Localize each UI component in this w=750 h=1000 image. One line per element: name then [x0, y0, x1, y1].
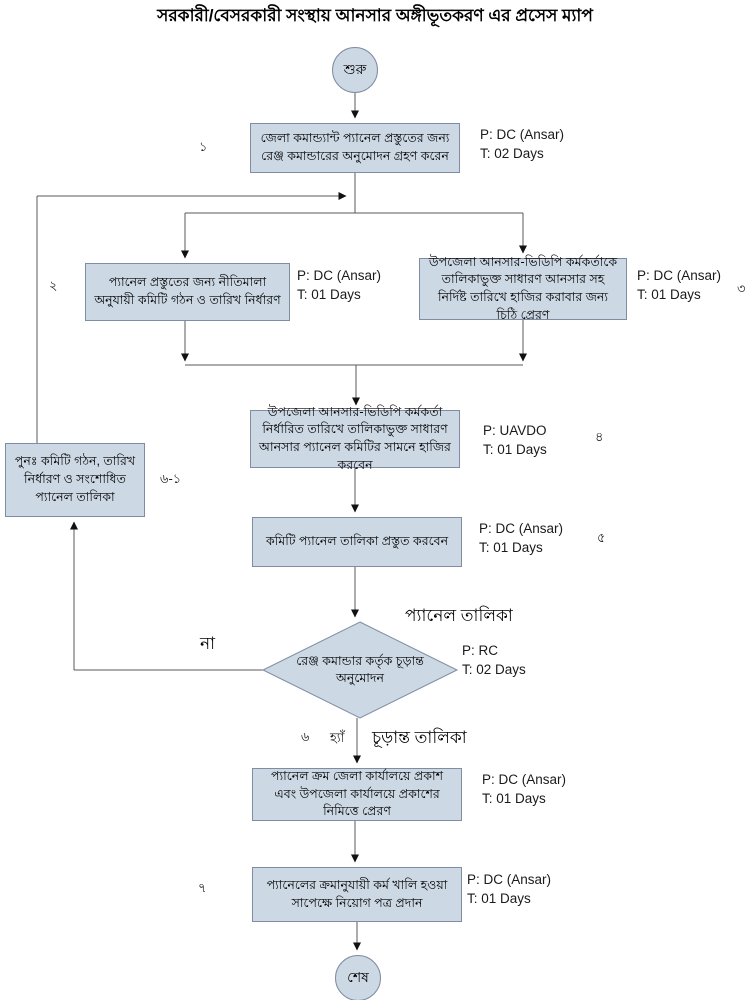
step-6-annotation	[482, 770, 566, 808]
step-3-annotation	[637, 266, 721, 304]
process-step-4	[250, 404, 460, 472]
step-7-time: T: 01 Days	[467, 891, 531, 906]
step-1-label: জেলা কমান্ড্যান্ট প্যানেল প্রস্তুতের জন্য রেঞ্জ কমান্ডারের অনুমোদন গ্রহণ করেন	[260, 131, 450, 163]
process-step-1	[250, 123, 460, 173]
rework-step	[5, 443, 145, 517]
step-5-annotation	[479, 519, 563, 557]
step-number-6-1: ৬-১	[160, 471, 182, 486]
step-4-label: উপজেলা আনসার-ভিডিপি কর্মকর্তা নির্ধারিত তারিখে তালিকাভুক্ত সাধারণ আনসার প্যানেল কমিটির সামনে হাজির করবেন	[259, 404, 451, 472]
end-label: শেষ	[347, 969, 369, 986]
step-2-label: প্যানেল প্রস্তুতের জন্য নীতিমালা অনুযায়ী কমিটি গঠন ও তারিখ নির্ধারণ	[94, 275, 281, 307]
decision-label: রেঞ্জ কমান্ডার কর্তৃক চূড়ান্ত অনুমোদন	[296, 653, 424, 685]
step-2-time: T: 01 Days	[297, 287, 361, 302]
process-step-3	[419, 254, 627, 322]
decision-annotation	[462, 641, 526, 679]
process-step-7	[252, 867, 462, 922]
step-number-1: ১	[199, 139, 208, 154]
step-number-2: ২	[49, 278, 58, 293]
start-label: শুরু	[343, 61, 367, 78]
step-7-annotation	[467, 870, 551, 908]
process-step-5	[252, 517, 462, 567]
process-step-2	[85, 263, 290, 321]
decision-no-label: না	[200, 634, 216, 653]
step-number-3: ৩	[737, 281, 746, 296]
step-5-time: T: 01 Days	[479, 540, 543, 555]
process-step-6	[252, 768, 462, 821]
step-5-label: কমিটি প্যানেল তালিকা প্রস্তুত করবেন	[265, 534, 449, 549]
step-number-7: ৭	[198, 880, 207, 895]
step-5-performer: P: DC (Ansar)	[479, 521, 564, 536]
step-4-annotation	[483, 421, 547, 459]
decision-output-label: চূড়ান্ত তালিকা	[372, 728, 467, 747]
step-1-annotation	[480, 125, 564, 163]
step-3-label: উপজেলা আনসার-ভিডিপি কর্মকর্তাকে তালিকাভুক্ত সাধারণ আনসার সহ নির্দিষ্ট তারিখে হাজির করাবার জন্য চিঠি প্রেরণ	[428, 254, 618, 322]
step-1-time: T: 02 Days	[480, 146, 544, 161]
step-7-performer: P: DC (Ansar)	[467, 872, 552, 887]
step-number-5: ৫	[597, 530, 606, 545]
step-2-performer: P: DC (Ansar)	[297, 268, 382, 283]
step-6-time: T: 01 Days	[482, 791, 546, 806]
step-1-performer: P: DC (Ansar)	[480, 127, 565, 142]
step-4-performer: P: UAVDO	[483, 423, 547, 438]
step-3-time: T: 01 Days	[637, 287, 701, 302]
step-4-time: T: 01 Days	[483, 442, 547, 457]
step-number-4: ৪	[595, 429, 604, 444]
step-number-6: ৬	[301, 729, 310, 744]
step-6-label: প্যানেল ক্রম জেলা কার্যালয়ে প্রকাশ এবং উপজেলা কার্যালয়ে প্রকাশের নিমিত্তে প্রেরণ	[270, 768, 443, 819]
step-3-performer: P: DC (Ansar)	[637, 268, 722, 283]
end-terminal	[335, 955, 381, 1000]
decision-time: T: 02 Days	[462, 662, 526, 677]
decision-performer: P: RC	[462, 643, 499, 658]
start-terminal	[332, 47, 378, 93]
decision-yes-label: হ্যাঁ	[330, 730, 345, 745]
rework-label: পুনঃ কমিটি গঠন, তারিখ নির্ধারণ ও সংশোধিত প্যানেল তালিকা	[14, 454, 136, 504]
step-2-annotation	[297, 266, 381, 304]
decision-input-label: প্যানেল তালিকা	[405, 606, 513, 625]
step-7-label: প্যানেলের ক্রমানুযায়ী কর্ম খালি হওয়া সাপেক্ষে নিয়োগ পত্র প্রদান	[266, 877, 448, 910]
page-title: সরকারী/বেসরকারী সংস্থায় আনসার অঙ্গীভূতকরণ এর প্রসেস ম্যাপ	[157, 6, 593, 25]
step-6-performer: P: DC (Ansar)	[482, 772, 567, 787]
